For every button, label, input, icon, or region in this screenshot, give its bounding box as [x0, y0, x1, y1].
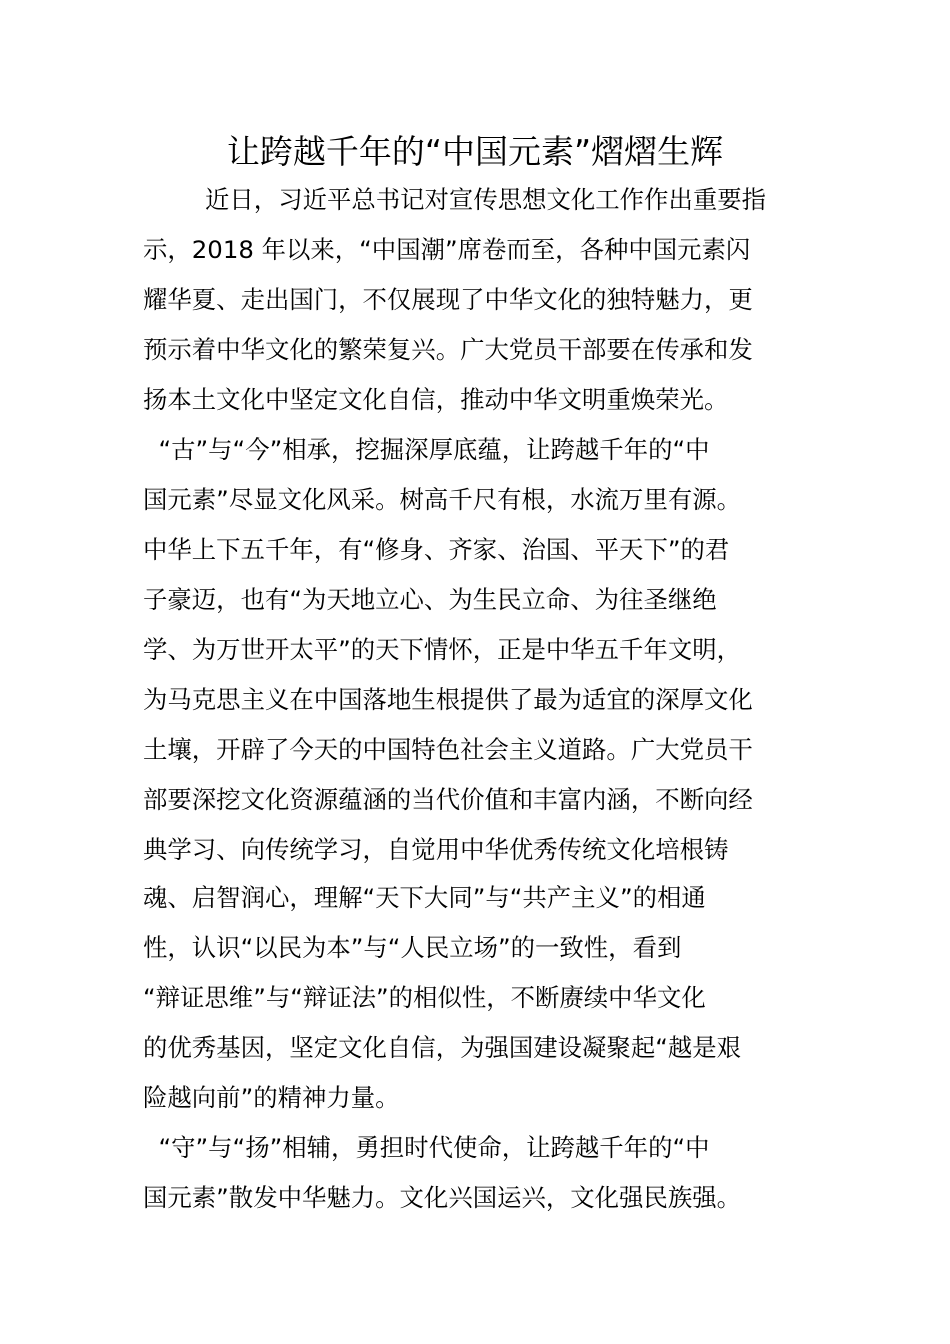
body-line: 子豪迈，也有“为天地立心、为生民立命、为往圣继绝 [143, 585, 717, 614]
body-line: 魂、启智润心，理解“天下大同”与“共产主义”的相通 [143, 883, 706, 912]
body-line: “守”与“扬”相辅，勇担时代使命，让跨越千年的“中 [143, 1133, 710, 1162]
body-line: 国元素”尽显文化风采。树高千尺有根，水流万里有源。 [143, 485, 742, 514]
body-line: 土壤，开辟了今天的中国特色社会主义道路。广大党员干 [143, 735, 753, 764]
body-line: “古”与“今”相承，挖掘深厚底蕴，让跨越千年的“中 [143, 435, 710, 464]
document-title: 让跨越千年的“中国元素”熠熠生辉 [226, 132, 724, 171]
body-line: 扬本土文化中坚定文化自信，推动中华文明重焕荣光。 [143, 385, 729, 414]
body-line: 学、为万世开太平”的天下情怀，正是中华五千年文明， [143, 635, 742, 664]
body-line: “辩证思维”与“辩证法”的相似性，不断赓续中华文化 [143, 983, 706, 1012]
body-line: 预示着中华文化的繁荣复兴。广大党员干部要在传承和发 [143, 335, 753, 364]
body-line: 典学习、向传统学习，自觉用中华优秀传统文化培根铸 [143, 835, 729, 864]
body-line: 中华上下五千年，有“修身、齐家、治国、平天下”的君 [143, 535, 730, 564]
body-line: 近日，习近平总书记对宣传思想文化工作作出重要指 [143, 185, 767, 214]
body-line: 为马克思主义在中国落地生根提供了最为适宜的深厚文化 [143, 685, 753, 714]
body-line: 险越向前”的精神力量。 [143, 1083, 400, 1112]
body-line: 国元素”散发中华魅力。文化兴国运兴，文化强民族强。 [143, 1183, 742, 1212]
body-line: 部要深挖文化资源蕴涵的当代价值和丰富内涵，不断向经 [143, 785, 753, 814]
body-line: 的优秀基因，坚定文化自信，为强国建设凝聚起“越是艰 [143, 1033, 742, 1062]
body-line: 性，认识“以民为本”与“人民立场”的一致性，看到 [143, 933, 682, 962]
body-line: 耀华夏、走出国门，不仅展现了中华文化的独特魅力，更 [143, 285, 753, 314]
body-line: 示，2018 年以来，“中国潮”席卷而至，各种中国元素闪 [143, 235, 751, 264]
